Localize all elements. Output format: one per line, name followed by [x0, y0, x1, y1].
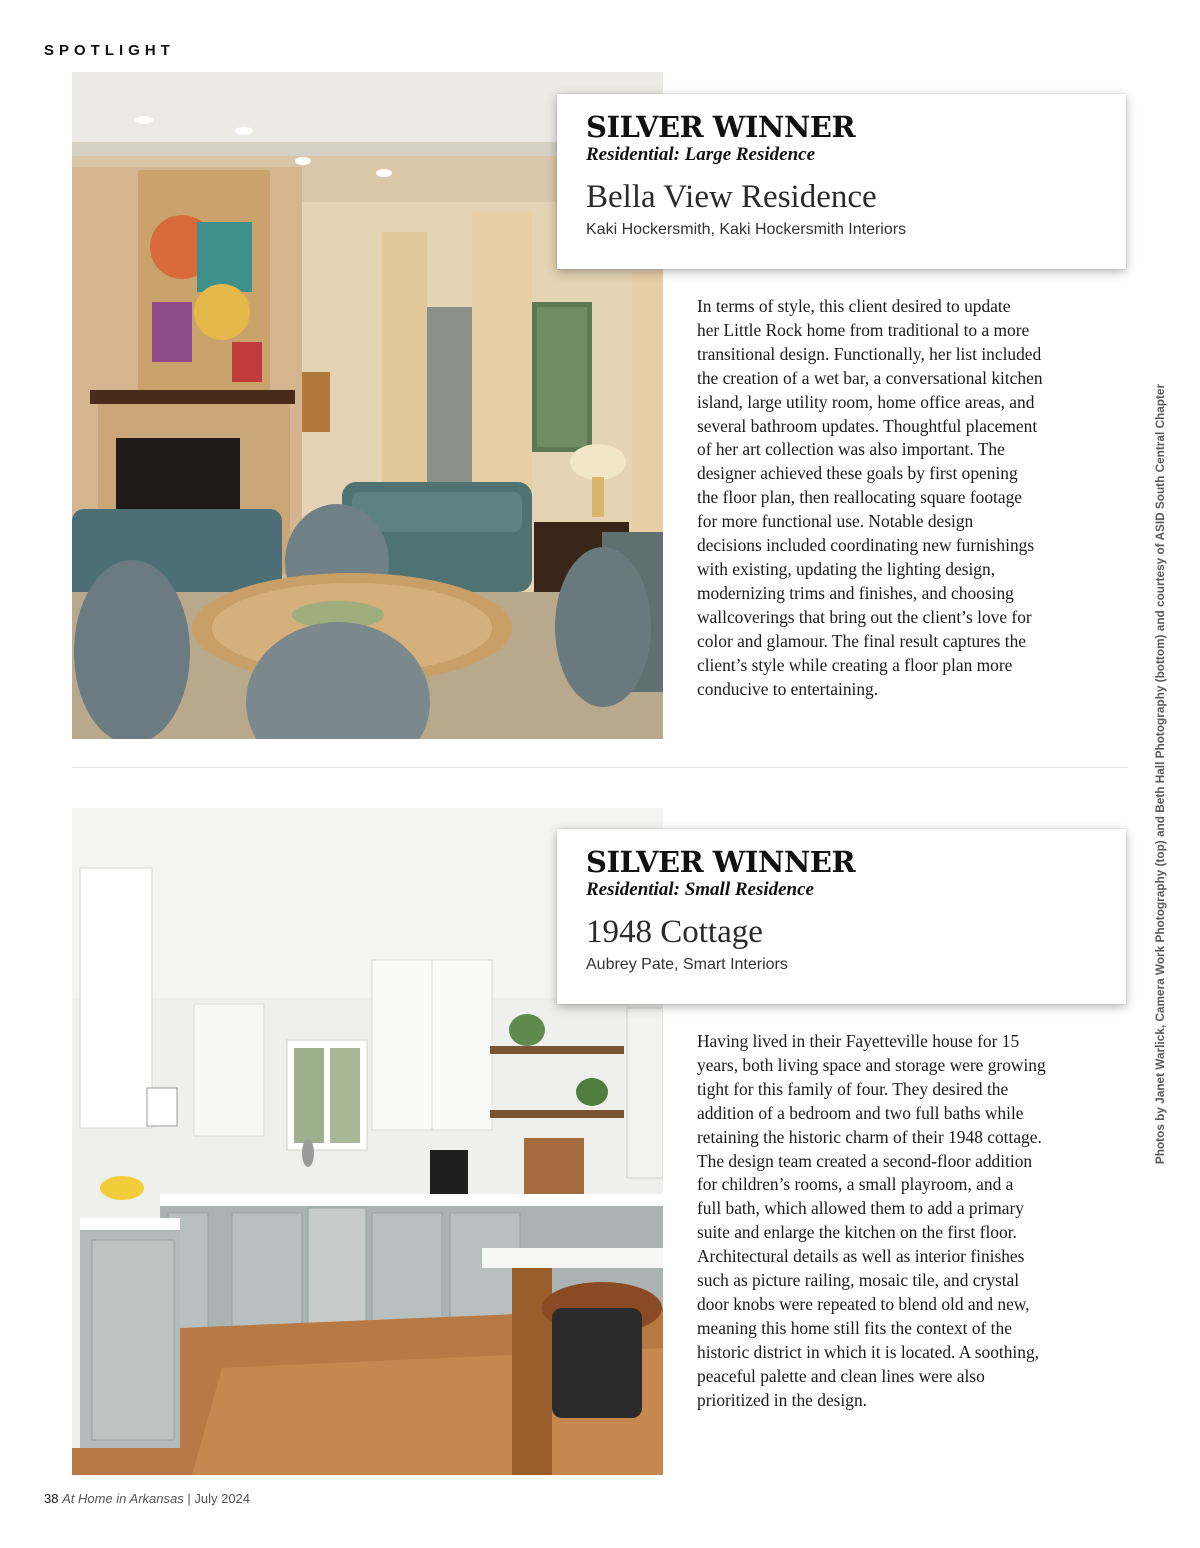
body-line: meaning this home still fits the context of the: [697, 1317, 1012, 1338]
page-number: 38: [44, 1491, 59, 1506]
body-line: In terms of style, this client desired to update: [697, 296, 1011, 316]
article-body-bottom: [697, 1030, 1092, 1413]
body-line: full bath, which allowed them to add a primary: [697, 1198, 1024, 1219]
project-name: 1948 Cottage: [586, 914, 763, 950]
body-line: transitional design. Functionally, her list included: [697, 343, 1042, 364]
body-line: her Little Rock home from traditional to a more: [697, 319, 1030, 340]
award-card-large-residence: [557, 94, 1126, 269]
body-line: tight for this family of four. They desired the: [697, 1078, 1009, 1099]
body-line: suite and enlarge the kitchen on the first floor.: [697, 1222, 1017, 1243]
body-line: Having lived in their Fayetteville house for 15: [697, 1031, 1020, 1051]
body-line: historic district in which it is located. A soothing,: [697, 1341, 1039, 1362]
award-title: SILVER WINNER: [586, 845, 856, 879]
award-category: Residential: Large Residence: [586, 144, 816, 165]
issue-date: July 2024: [194, 1491, 251, 1506]
body-line: conducive to entertaining.: [697, 678, 879, 699]
article-body-top: [697, 295, 1092, 701]
body-line: addition of a bedroom and two full baths while: [697, 1102, 1024, 1123]
body-line: of her art collection was also important. The: [697, 439, 1005, 460]
designer-credit: Kaki Hockersmith, Kaki Hockersmith Interiors: [586, 221, 907, 238]
award-category: Residential: Small Residence: [586, 879, 814, 900]
body-line: peaceful palette and clean lines were also: [697, 1365, 985, 1386]
body-line: the creation of a wet bar, a conversational kitchen: [697, 367, 1043, 388]
photo-credit: Photos by Janet Warlick, Camera Work Photography (top) and Beth Hall Photography (bottom) and courtesy of ASID South Central Chapter: [1153, 383, 1167, 1165]
body-line: designer achieved these goals by first opening: [697, 463, 1018, 484]
body-line: client’s style while creating a floor plan more: [697, 654, 1013, 675]
section-label: SPOTLIGHT: [44, 42, 175, 59]
body-line: with existing, updating the lighting design,: [697, 558, 996, 579]
body-line: such as picture railing, mosaic tile, and crystal: [697, 1270, 1020, 1291]
page-footer: [44, 1491, 250, 1506]
award-card-small-residence: [557, 829, 1126, 1004]
body-line: several bathroom updates. Thoughtful placement: [697, 415, 1038, 436]
body-line: The design team created a second-floor addition: [697, 1150, 1033, 1171]
body-line: decisions included coordinating new furnishings: [697, 535, 1035, 556]
footer-separator: |: [187, 1491, 191, 1506]
body-line: door knobs were repeated to blend old and new,: [697, 1293, 1030, 1314]
magazine-name: At Home in Arkansas: [62, 1491, 184, 1506]
body-line: prioritized in the design.: [697, 1389, 868, 1410]
body-line: modernizing trims and finishes, and choosing: [697, 582, 1014, 603]
body-line: for children’s rooms, a small playroom, and a: [697, 1174, 1014, 1195]
body-line: the floor plan, then reallocating square footage: [697, 487, 1022, 508]
body-line: for more functional use. Notable design: [697, 511, 974, 532]
body-line: Architectural details as well as interior finishes: [697, 1246, 1025, 1267]
body-line: island, large utility room, home office areas, and: [697, 391, 1035, 412]
award-title: SILVER WINNER: [586, 110, 856, 144]
body-line: years, both living space and storage were growing: [697, 1054, 1046, 1075]
section-divider: [72, 767, 1128, 768]
project-name: Bella View Residence: [586, 179, 877, 215]
designer-credit: Aubrey Pate, Smart Interiors: [586, 956, 788, 973]
body-line: color and glamour. The final result captures the: [697, 630, 1027, 651]
body-line: wallcoverings that bring out the client’s love for: [697, 606, 1032, 627]
body-line: retaining the historic charm of their 1948 cottage.: [697, 1126, 1042, 1147]
